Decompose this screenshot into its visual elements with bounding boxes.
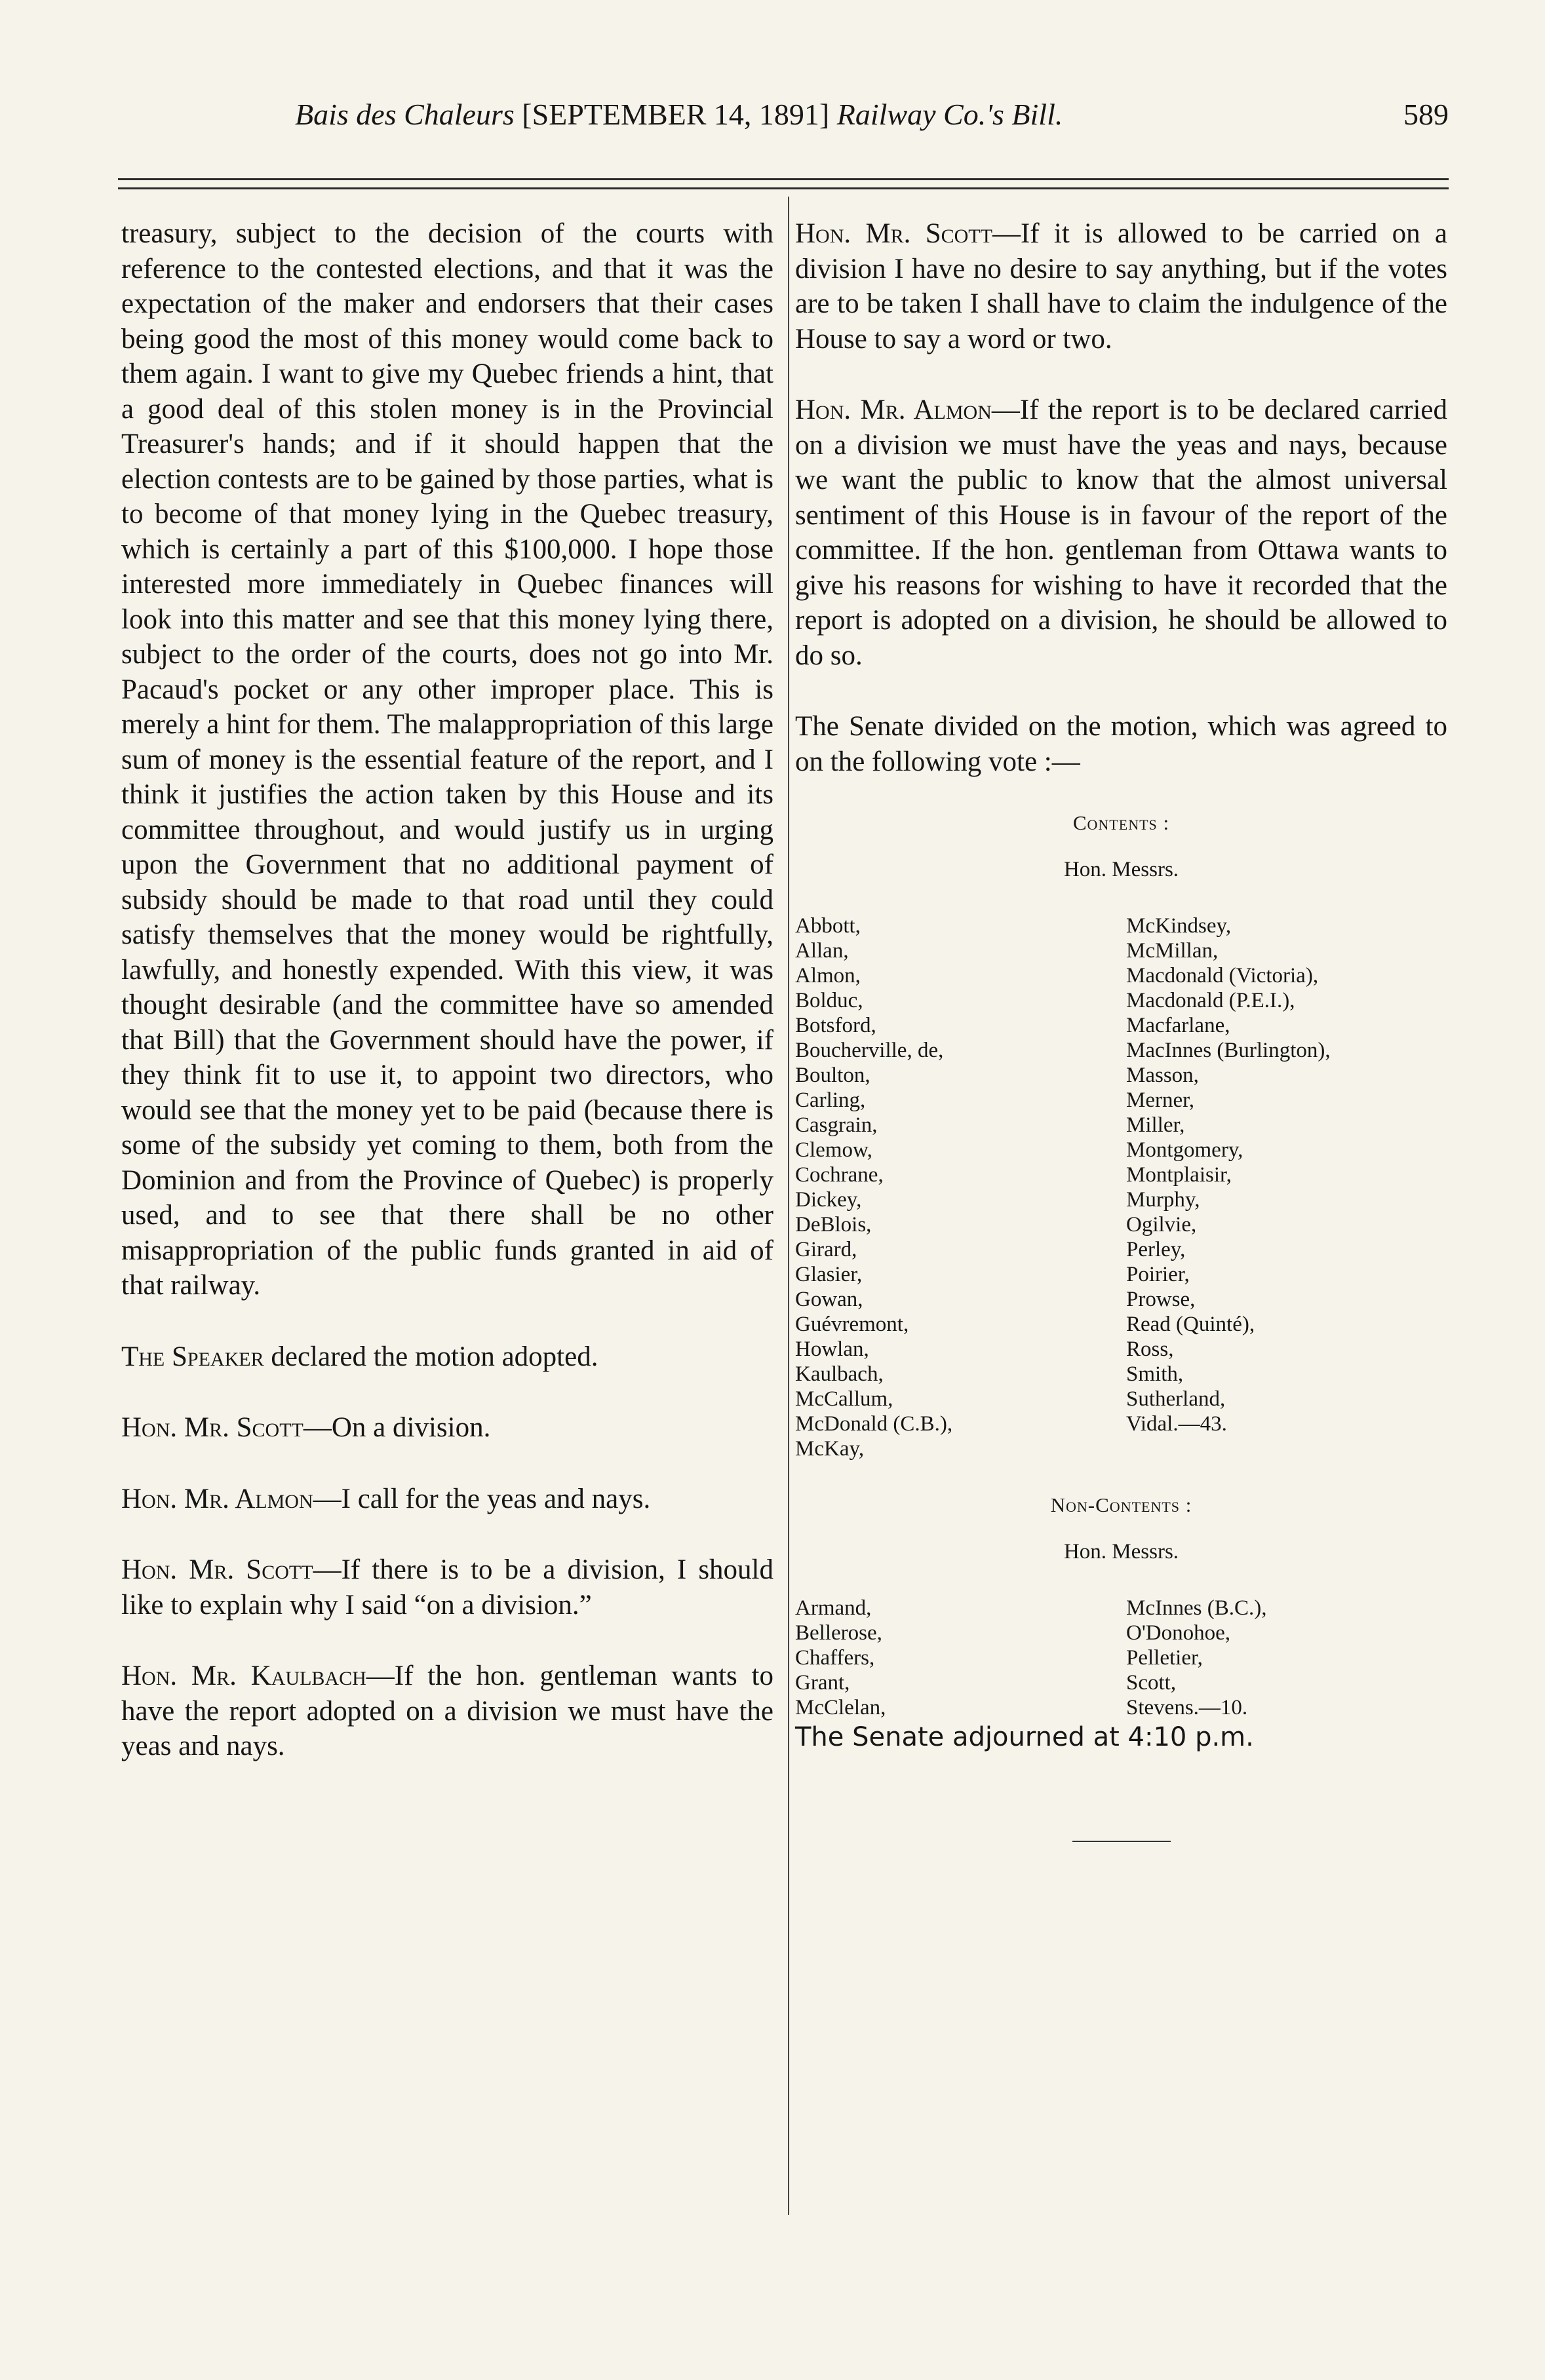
running-head-title [295, 97, 1063, 132]
senator-name: Stevens.—10. [1126, 1696, 1248, 1719]
paragraph-almon-yeas [121, 1482, 773, 1517]
senator-name: Masson, [1126, 1064, 1199, 1087]
senator-name: Smith, [1126, 1362, 1184, 1386]
senator-name: Ogilvie, [1126, 1213, 1197, 1237]
speech-text: —If there is to be a division, I should like to explain why I said “on a division.” [121, 1554, 773, 1621]
paragraph-scott-indulgence [795, 216, 1447, 356]
contents-hon-messrs: Hon. Messrs. [1063, 857, 1179, 881]
senator-name: Almon, [795, 964, 861, 988]
paragraph-speaker-declared [121, 1339, 773, 1375]
senator-name: Chaffers, [795, 1646, 875, 1670]
speech-text: —If the hon. gentleman wants to have the report adopted on a division we must have the yeas and nays. [121, 1660, 773, 1761]
header-right-italic: Railway Co.'s Bill. [836, 98, 1063, 131]
senator-name: Casgrain, [795, 1113, 878, 1137]
header-rule-bottom [118, 187, 1449, 189]
senator-name: McDonald (C.B.), [795, 1412, 953, 1436]
senator-name: DeBlois, [795, 1213, 872, 1237]
paragraph-kaulbach [121, 1659, 773, 1764]
senator-name: Armand, [795, 1596, 872, 1620]
adjourned-notice: The Senate adjourned at 4:10 p.m. [795, 1722, 1254, 1752]
paragraph-continued-speech: treasury, subject to the decision of the courts with reference to the contested elections, and that it was the expectation of the maker and endorsers that their cases being good the most of this money would come back to them again. I want to give my Quebec friends a hint, that a good deal of this stolen money is in the Provincial Treasurer's hands; and if it should happen that the election contests are to be gained by those parties, what is to become of that money lying in the Quebec treasury, which is certainly a part of this $100,000. I hope those interested more immediately in Quebec finances will look into this matter and see that this money lying there, subject to the order of the courts, does not go into Mr. Pacaud's pocket or any other improper place. This is merely a hint for them. The malappropriation of this large sum of money is the essential feature of the report, and I think it justifies the action taken by this House and its committee throughout, and would justify us in urging upon the Government that no additional payment of subsidy should be made to that road until they could satisfy themselves that the money would be rightfully, lawfully, and honestly expended. With this view, it was thought desirable (and the committee have so amended that Bill) that the Government should have the power, if they think fit to use it, to appoint two directors, who would see that the money yet to be paid (because there is some of the subsidy yet coming to them, both from the Dominion and from the Province of Quebec) is properly used, and to see that there shall be no other misappropriation of the public funds granted in aid of that railway. [121, 218, 773, 1301]
noncontents-hon-messrs: Hon. Messrs. [1063, 1539, 1179, 1564]
speech-text: —On a division. [303, 1412, 491, 1443]
senator-name: Carling, [795, 1088, 866, 1112]
contents-heading: Contents : [1072, 811, 1170, 834]
senator-name: Cochrane, [795, 1163, 884, 1187]
speaker-name: Hon. Mr. Scott [795, 218, 992, 249]
senator-name: Poirier, [1126, 1263, 1190, 1286]
senator-name: Montplaisir, [1126, 1163, 1232, 1187]
speaker-name: Hon. Mr. Scott [121, 1554, 313, 1585]
senator-name: O'Donohoe, [1126, 1621, 1231, 1645]
running-header [118, 97, 1449, 143]
senator-name: MacInnes (Burlington), [1126, 1039, 1331, 1062]
speaker-name: Hon. Mr. Almon [121, 1483, 313, 1514]
header-date: [SEPTEMBER 14, 1891] [522, 98, 830, 131]
senator-name: McClelan, [795, 1696, 886, 1719]
noncontents-names-col2 [1126, 1596, 1447, 1720]
senator-name: Gowan, [795, 1288, 863, 1311]
senator-name: Perley, [1126, 1238, 1186, 1261]
speaker-name: Hon. Mr. Almon [795, 394, 992, 425]
speech-text: —If it is allowed to be carried on a division I have no desire to say anything, but if the votes are to be taken I shall have to claim the indulgence of the House to say a word or two. [795, 218, 1447, 355]
senator-name: Howlan, [795, 1337, 869, 1361]
speech-text: declared the motion adopted. [264, 1341, 598, 1372]
senator-name: Scott, [1126, 1671, 1177, 1695]
senator-name: Vidal.—43. [1126, 1412, 1227, 1436]
closing-rule [1072, 1841, 1171, 1842]
contents-names-col1 [795, 913, 1126, 1461]
speech-text: —I call for the yeas and nays. [313, 1483, 651, 1514]
senator-name: Abbott, [795, 914, 861, 938]
senator-name: Dickey, [795, 1188, 862, 1212]
senator-name: Merner, [1126, 1088, 1195, 1112]
senator-name: Prowse, [1126, 1288, 1196, 1311]
contents-name-list [795, 913, 1447, 1461]
senator-name: Macfarlane, [1126, 1014, 1230, 1037]
senator-name: Montgomery, [1126, 1138, 1243, 1162]
header-left-italic: Bais des Chaleurs [295, 98, 515, 131]
left-column [121, 216, 773, 1764]
senator-name: Botsford, [795, 1014, 876, 1037]
senator-name: McKindsey, [1126, 914, 1232, 938]
paragraph-scott-division [121, 1410, 773, 1446]
senator-name: McCallum, [795, 1387, 893, 1411]
senator-name: Clemow, [795, 1138, 872, 1162]
senator-name: Pelletier, [1126, 1646, 1203, 1670]
senator-name: Kaulbach, [795, 1362, 884, 1386]
noncontents-heading: Non-Contents : [1050, 1493, 1192, 1516]
speaker-name: Hon. Mr. Kaulbach [121, 1660, 366, 1691]
speaker-name: Hon. Mr. Scott [121, 1412, 303, 1443]
senator-name: Read (Quinté), [1126, 1313, 1255, 1336]
noncontents-name-list [795, 1596, 1447, 1720]
paragraph-scott-explain [121, 1552, 773, 1622]
senator-name: Guévremont, [795, 1313, 909, 1336]
senator-name: Allan, [795, 939, 849, 963]
senator-name: Bellerose, [795, 1621, 882, 1645]
speech-text: —If the report is to be declared carried on a division we must have the yeas and nays, because we want the public to know that the almost universal sentiment of this House is in favour of the report of the committee. If the hon. gentleman from Ottawa wants to give his reasons for wishing to have it recorded that the report is adopted on a division, he should be allowed to do so. [795, 394, 1447, 671]
senator-name: McKay, [795, 1437, 865, 1461]
senator-name: Murphy, [1126, 1188, 1200, 1212]
senator-name: McMillan, [1126, 939, 1219, 963]
speaker-name: The Speaker [121, 1341, 264, 1372]
senator-name: Boulton, [795, 1064, 870, 1087]
column-divider [788, 197, 789, 2215]
senator-name: Macdonald (P.E.I.), [1126, 989, 1295, 1012]
senator-name: Ross, [1126, 1337, 1174, 1361]
paragraph-senate-divided: The Senate divided on the motion, which was agreed to on the following vote :— [795, 711, 1447, 777]
senator-name: McInnes (B.C.), [1126, 1596, 1267, 1620]
page-number: 589 [1403, 98, 1449, 131]
senator-name: Miller, [1126, 1113, 1185, 1137]
header-rule-top [118, 178, 1449, 180]
senator-name: Bolduc, [795, 989, 863, 1012]
noncontents-names-col1 [795, 1596, 1126, 1720]
senator-name: Glasier, [795, 1263, 863, 1286]
senator-name: Grant, [795, 1671, 850, 1695]
senator-name: Boucherville, de, [795, 1039, 944, 1062]
senator-name: Sutherland, [1126, 1387, 1226, 1411]
senator-name: Macdonald (Victoria), [1126, 964, 1319, 988]
right-column [795, 216, 1447, 1842]
paragraph-almon-report [795, 393, 1447, 673]
senator-name: Girard, [795, 1238, 857, 1261]
contents-names-col2 [1126, 913, 1447, 1461]
